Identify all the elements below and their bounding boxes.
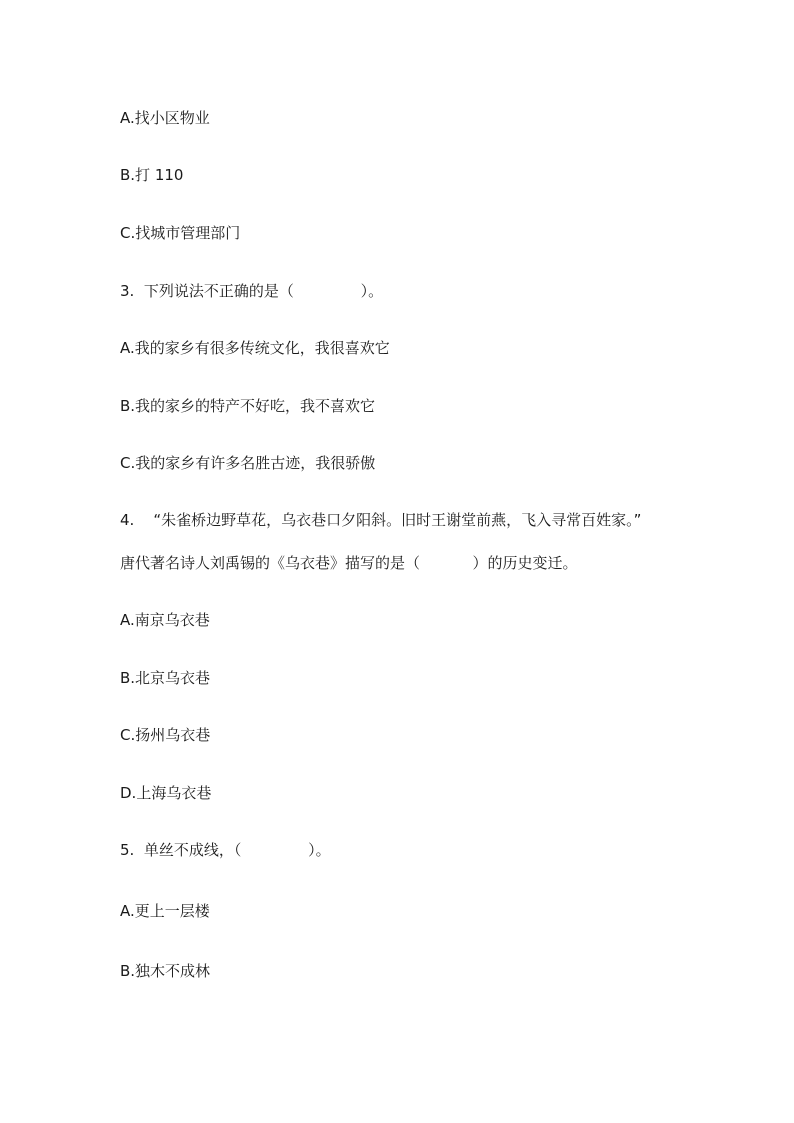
q3-option-b: B.我的家乡的特产不好吃，我不喜欢它 xyxy=(120,397,376,415)
q4-option-b: B.北京乌衣巷 xyxy=(120,669,211,687)
q5-option-a: A.更上一层楼 xyxy=(120,902,210,920)
q4-option-a: A.南京乌衣巷 xyxy=(120,611,210,629)
q2-option-a: A.找小区物业 xyxy=(120,109,210,127)
q3-option-a: A.我的家乡有很多传统文化，我很喜欢它 xyxy=(120,339,390,357)
q4-option-c: C.扬州乌衣巷 xyxy=(120,726,211,744)
q3-stem: 3. 下列说法不正确的是（ ）。 xyxy=(120,282,384,300)
q3-option-c: C.我的家乡有许多名胜古迹，我很骄傲 xyxy=(120,454,376,472)
q4-option-d: D.上海乌衣巷 xyxy=(120,784,212,802)
q2-option-c: C.找城市管理部门 xyxy=(120,224,241,242)
q2-option-b: B.打 110 xyxy=(120,166,184,184)
q4-stem-line-1: 4. “朱雀桥边野草花，乌衣巷口夕阳斜。旧时王谢堂前燕，飞入寻常百姓家。” xyxy=(120,511,642,529)
q5-stem: 5. 单丝不成线，（ ）。 xyxy=(120,841,331,859)
q4-stem-line-2: 唐代著名诗人刘禹锡的《乌衣巷》描写的是（ ）的历史变迁。 xyxy=(120,554,578,572)
q5-option-b: B.独木不成林 xyxy=(120,962,211,980)
